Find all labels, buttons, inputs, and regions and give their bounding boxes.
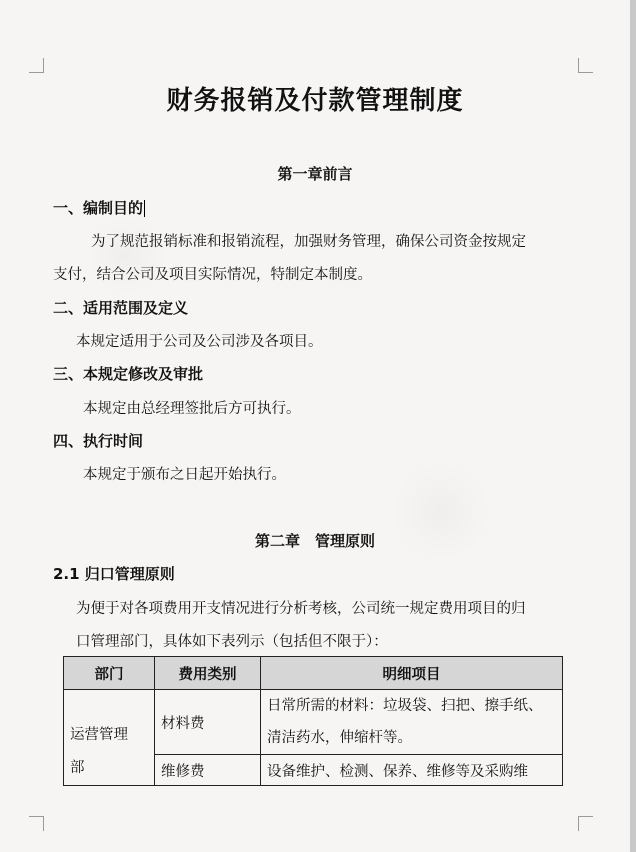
chapter-1-heading: 第一章前言 <box>277 165 353 183</box>
detail-line-2: 清洁药水，伸缩杆等。 <box>267 730 412 746</box>
detail-line-1: 日常所需的材料：垃圾袋、扫把、擦手纸、 <box>267 698 543 714</box>
margin-corner-top-left <box>29 58 44 73</box>
section-1-body-line-1: 为了规范报销标准和报销流程，加强财务管理，确保公司资金按规定 <box>91 234 526 250</box>
cell-category: 维修费 <box>155 755 261 786</box>
section-2-1-heading: 2.1 归口管理原则 <box>53 565 175 583</box>
section-1-heading[interactable] <box>53 197 145 218</box>
section-2-1-body-line-1: 为便于对各项费用开支情况进行分析考核，公司统一规定费用项目的归 <box>76 601 526 617</box>
section-2-1-body-line-2: 口管理部门，具体如下表列示（包括但不限于）： <box>76 634 388 650</box>
section-4-heading: 四、执行时间 <box>53 432 144 450</box>
section-4-body: 本规定于颁布之日起开始执行。 <box>83 467 286 483</box>
cell-category: 材料费 <box>155 690 261 755</box>
vertical-scrollbar[interactable] <box>630 0 636 852</box>
table-row <box>64 690 563 755</box>
chapter-2-heading: 第二章 管理原则 <box>254 532 375 550</box>
cell-detail: 设备维护、检测、保养、维修等及采购维 <box>261 755 563 786</box>
margin-corner-bottom-right <box>578 816 593 831</box>
cell-department <box>64 690 155 786</box>
department-line-1: 运营管理 <box>70 727 128 743</box>
cell-detail <box>261 690 563 755</box>
margin-corner-top-right <box>578 58 593 73</box>
expense-category-table <box>63 656 563 786</box>
margin-corner-bottom-left <box>29 816 44 831</box>
header-category: 费用类别 <box>155 657 261 690</box>
department-line-2: 部 <box>70 760 85 776</box>
section-1-body-line-2: 支付，结合公司及项目实际情况，特制定本制度。 <box>53 267 372 283</box>
document-title: 财务报销及付款管理制度 <box>166 86 464 116</box>
header-department: 部门 <box>64 657 155 690</box>
section-3-body: 本规定由总经理签批后方可执行。 <box>83 401 301 417</box>
header-detail: 明细项目 <box>261 657 563 690</box>
table-header-row <box>64 657 563 690</box>
section-2-heading: 二、适用范围及定义 <box>53 299 189 317</box>
section-1-heading-text: 一、编制目的 <box>53 199 144 217</box>
text-cursor <box>144 200 145 217</box>
section-3-heading: 三、本规定修改及审批 <box>53 365 204 383</box>
section-2-body: 本规定适用于公司及公司涉及各项目。 <box>76 334 323 350</box>
